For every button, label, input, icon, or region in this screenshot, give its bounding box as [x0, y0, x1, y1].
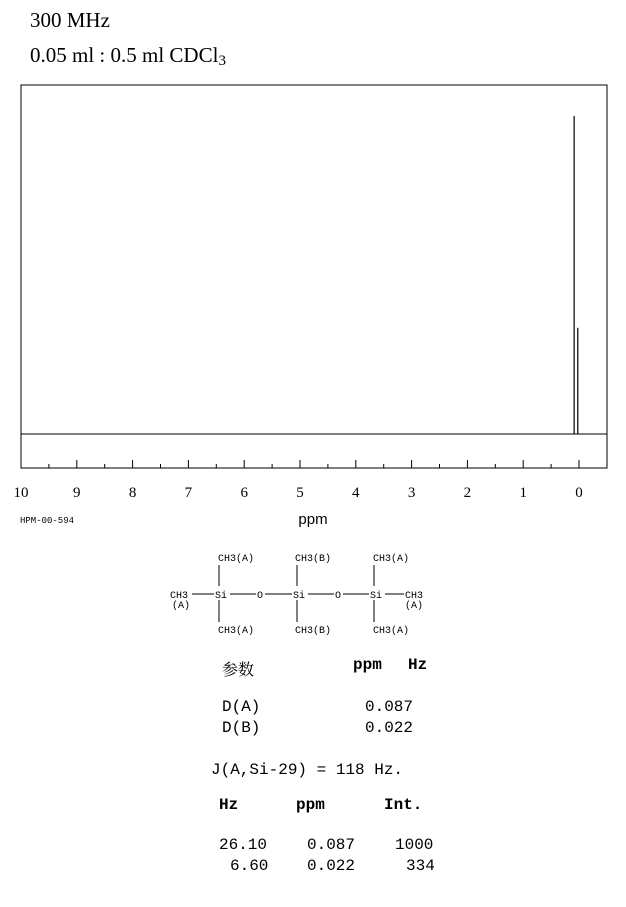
x-axis-tick-labels — [14, 485, 583, 501]
peak-row-1-hz: 26.10 — [219, 836, 268, 854]
structure-top-ch3-a-left: CH3(A) — [218, 554, 255, 565]
x-tick-label: 9 — [73, 485, 81, 501]
spectrometer-frequency: 300 MHz — [30, 8, 110, 32]
structure-si-2: Si — [293, 591, 306, 602]
peak-row-2-hz: 6.60 — [230, 857, 269, 875]
peak-header-int: Int. — [384, 796, 423, 814]
peak-row-1-ppm: 0.087 — [307, 836, 356, 854]
x-tick-label: 1 — [519, 485, 527, 501]
spectrum-code: HPM-00-594 — [20, 516, 75, 526]
x-tick-label: 0 — [575, 485, 583, 501]
peak-row-1-int: 1000 — [395, 836, 434, 854]
shift-value-a: 0.087 — [365, 698, 414, 716]
x-tick-label: 4 — [352, 485, 360, 501]
peak-row-2-int: 334 — [406, 857, 435, 875]
chemical-structure — [160, 546, 450, 642]
structure-top-ch3-b: CH3(B) — [295, 554, 332, 565]
structure-bottom-ch3-b: CH3(B) — [295, 626, 332, 637]
x-tick-label: 6 — [240, 485, 248, 501]
peak-row-2-ppm: 0.022 — [307, 857, 356, 875]
spectrum-peaks — [574, 116, 578, 434]
coupling-constant: J(A,Si-29) = 118 Hz. — [211, 761, 404, 779]
x-tick-label: 7 — [184, 485, 193, 501]
structure-right-ch3: CH3 — [405, 591, 424, 602]
structure-o-1: O — [257, 591, 264, 602]
peak-header-hz: Hz — [219, 796, 239, 814]
x-tick-label: 8 — [128, 485, 137, 501]
x-tick-label: 2 — [463, 485, 472, 501]
plot-frame — [21, 85, 607, 468]
shift-value-b: 0.022 — [365, 719, 414, 737]
structure-bottom-ch3-a-left: CH3(A) — [218, 626, 255, 637]
structure-si-3: Si — [370, 591, 383, 602]
structure-left-ch3: CH3 — [170, 591, 189, 602]
hz-header: Hz — [408, 656, 428, 674]
sample-subscript: 3 — [218, 53, 226, 69]
x-axis-ticks — [21, 460, 579, 468]
sample-description-text: 0.05 ml : 0.5 ml CDCl — [30, 43, 219, 67]
ppm-header: ppm — [353, 656, 382, 674]
parameter-header: 参数 — [222, 662, 255, 679]
structure-o-2: O — [335, 591, 342, 602]
structure-right-label: (A) — [405, 601, 424, 612]
structure-left-label: (A) — [172, 601, 191, 612]
x-tick-label: 10 — [13, 485, 29, 501]
structure-si-1: Si — [215, 591, 228, 602]
x-axis-label: ppm — [298, 511, 328, 528]
structure-bottom-ch3-a-right: CH3(A) — [373, 626, 410, 637]
x-tick-label: 5 — [296, 485, 304, 501]
shift-label-b: D(B) — [222, 719, 261, 737]
x-tick-label: 3 — [407, 485, 416, 501]
structure-top-ch3-a-right: CH3(A) — [373, 554, 410, 565]
shift-label-a: D(A) — [222, 698, 261, 716]
peak-header-ppm: ppm — [296, 796, 325, 814]
